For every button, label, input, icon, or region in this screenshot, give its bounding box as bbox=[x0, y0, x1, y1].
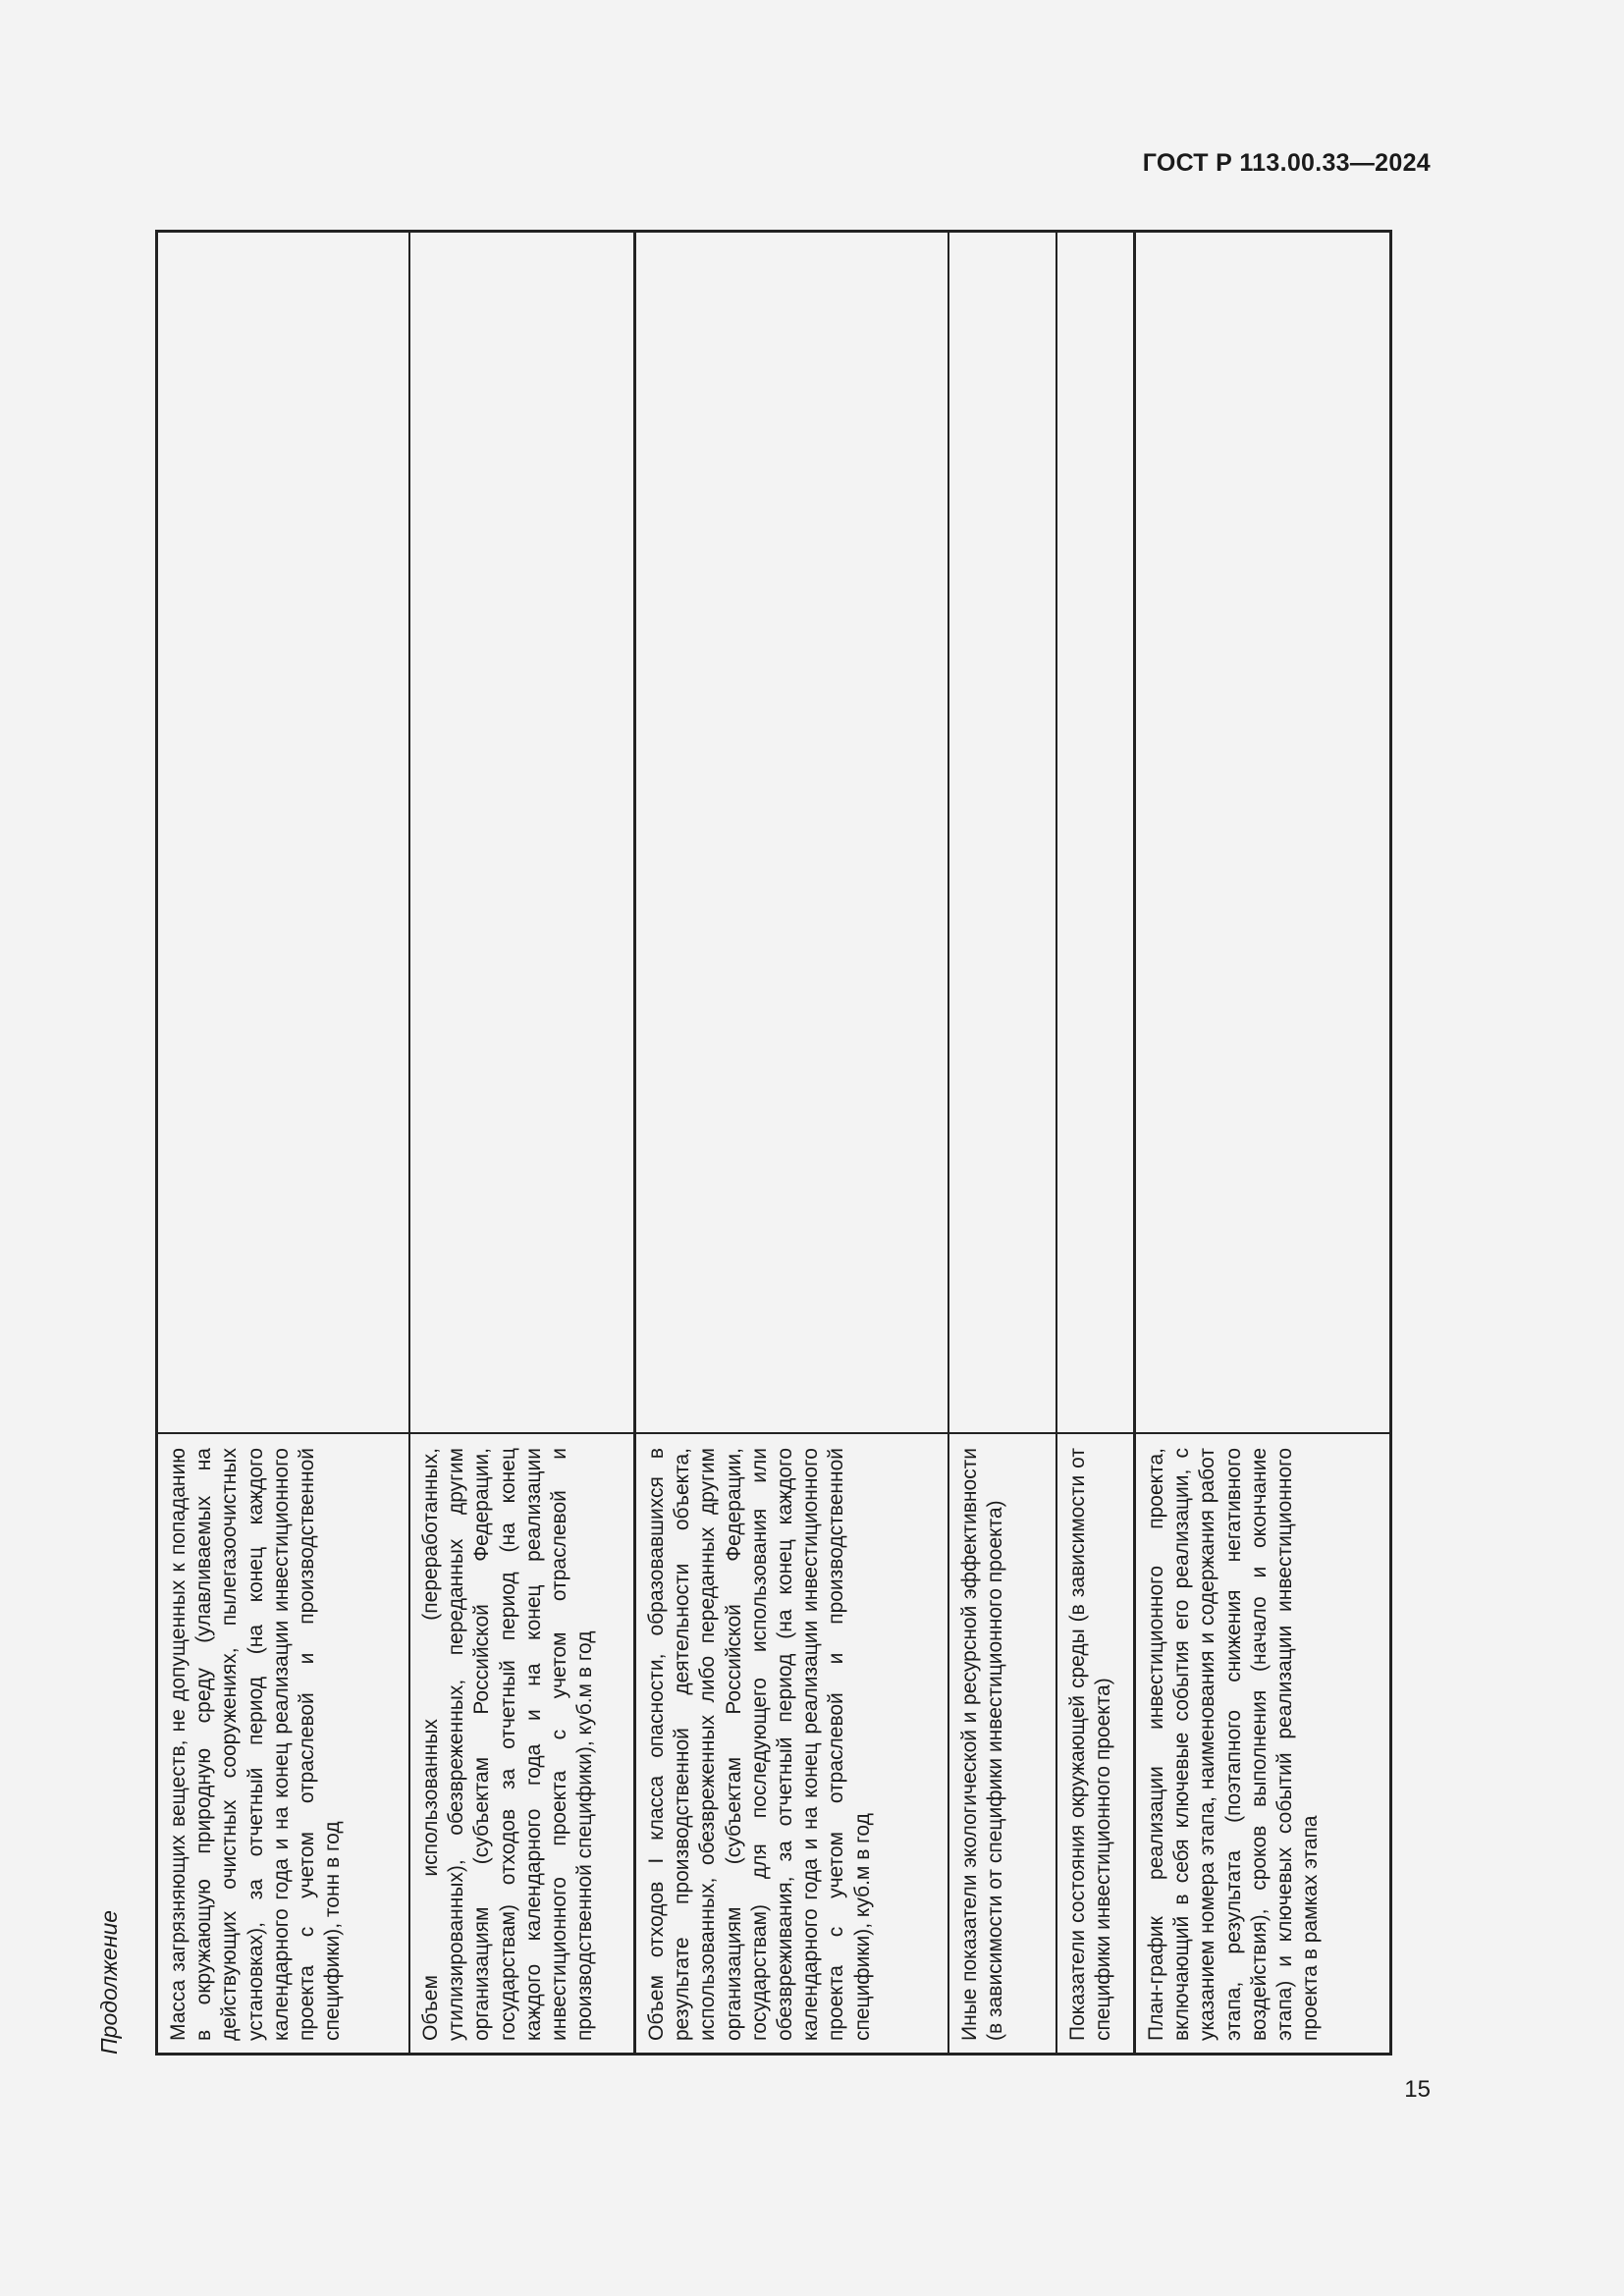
indicator-cell: Иные показатели экологической и ресурсной эффективности (в зависимости от специфики инвестиционного проекта) bbox=[949, 1432, 1056, 2053]
table-row bbox=[949, 233, 1057, 2053]
indicator-cell: Масса загрязняющих веществ, не допущенных к попаданию в окружающую природную среду (улавливаемых на действующих очистных сооружениях, пылегазоочистных установках), за отчетный период (на конец каждого календарного года и на конец реализации инвестиционного проекта с учетом отраслевой и производственной специфики), тонн в год bbox=[158, 1432, 408, 2053]
value-cell bbox=[1136, 233, 1389, 1432]
indicator-cell: Объем отходов I класса опасности, образовавшихся в результате производственной деятельности объекта, использованных, обезвреженных либо переданных другим организациям (субъектам Российской Федерации, государствам) для последующего использования или обезвреживания, за отчетный период (на конец каждого календарного года и на конец реализации инвестиционного проекта с учетом отраслевой и производственной специфики), куб.м в год bbox=[636, 1432, 947, 2053]
table-row bbox=[410, 233, 636, 2053]
table-row bbox=[158, 233, 410, 2053]
table-row bbox=[1136, 233, 1389, 2053]
indicator-cell: Показатели состояния окружающей среды (в зависимости от специфики инвестиционного проекта) bbox=[1057, 1432, 1133, 2053]
indicator-cell: Объем использованных (переработанных, утилизированных), обезвреженных, переданных другим организациям (субъектам Российской Федерации, государствам) отходов за отчетный период (на конец каждого календарного года и на конец реализации инвестиционного проекта с учетом отраслевой и производственной специфики), куб.м в год bbox=[410, 1432, 633, 2053]
page-number: 15 bbox=[1404, 2076, 1431, 2103]
value-cell bbox=[158, 233, 408, 1432]
continuation-label: Продолжение bbox=[96, 1909, 122, 2055]
document-header: ГОСТ Р 113.00.33—2024 bbox=[1142, 149, 1431, 177]
indicator-cell: План-график реализации инвестиционного проекта, включающий в себя ключевые события его реализации, с указанием номера этапа, наименования и содержания работ этапа, результата (поэтапного снижения негативного воздействия), сроков выполнения (начало и окончание этапа) и ключевых событий реализации инвестиционного проекта в рамках этапа bbox=[1136, 1432, 1389, 2053]
table-row bbox=[1057, 233, 1136, 2053]
table-row bbox=[636, 233, 949, 2053]
indicators-table bbox=[155, 230, 1392, 2056]
value-cell bbox=[636, 233, 947, 1432]
value-cell bbox=[949, 233, 1056, 1432]
value-cell bbox=[1057, 233, 1133, 1432]
value-cell bbox=[410, 233, 633, 1432]
